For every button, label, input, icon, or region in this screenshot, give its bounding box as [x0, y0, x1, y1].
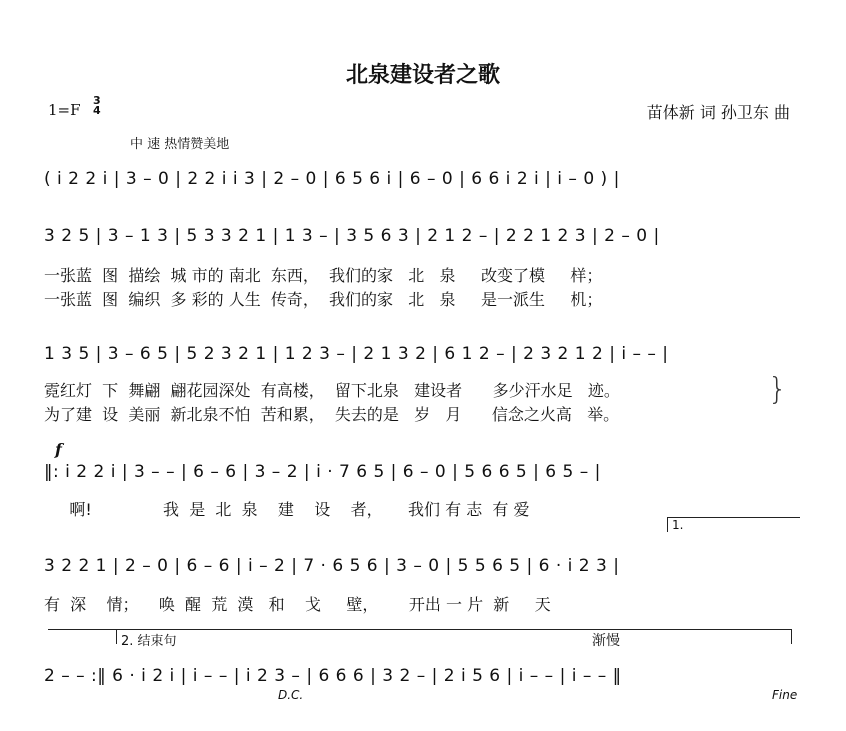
second-ending-bracket	[116, 629, 792, 649]
key-signature: 1=F	[48, 101, 81, 119]
ritardando-marking: 渐慢	[592, 633, 620, 649]
lyrics-row-4: 啊! 我 是 北 泉 建 设 者， 我们 有 志 有 爱	[44, 500, 530, 519]
notation-row-intro: ( i 2 2 i | 3 – 0 | 2 2 i i 3 | 2 – 0 | 6 5 6 i | 6 – 0 | 6 6 i 2 i | i – 0 ) |	[44, 169, 620, 189]
tempo-marking: 中 速 热情赞美地	[130, 137, 230, 152]
first-ending-continuation	[48, 629, 116, 630]
second-ending-label: 2. 结束句	[121, 634, 177, 649]
notation-row-5: 3 2 2 1 | 2 – 0 | 6 – 6 | i – 2 | 7 · 6 5 6 | 3 – 0 | 5 5 6 5 | 6 · i 2 3 |	[44, 556, 620, 576]
dc-marking: D.C.	[278, 688, 304, 702]
lyrics-row-3-verse-2: 为了建 设 美丽 新北泉不怕 苦和累， 失去的是 岁 月 信念之火高 举。	[44, 405, 620, 424]
song-title: 北泉建设者之歌	[345, 62, 500, 88]
dynamic-forte: f	[55, 440, 62, 459]
lyrics-row-3-verse-1: 霓红灯 下 舞翩 翩花园深处 有高楼， 留下北泉 建设者 多少汗水足 迹。	[44, 381, 620, 400]
meter-bottom: 4	[93, 104, 101, 117]
verse-brace: }	[768, 372, 788, 407]
notation-row-3: 1 3 5 | 3 – 6 5 | 5 2 3 2 1 | 1 2 3 – | 2 1 3 2 | 6 1 2 – | 2 3 2 1 2 | i – – |	[44, 344, 669, 364]
first-ending-bracket: 1.	[667, 517, 800, 532]
notation-row-2: 3 2 5 | 3 – 1 3 | 5 3 3 2 1 | 1 3 – | 3 5 6 3 | 2 1 2 – | 2 2 1 2 3 | 2 – 0 |	[44, 226, 660, 246]
notation-row-6: 2 – – :‖ 6 · i 2 i | i – – | i 2 3 – | 6 6 6 | 3 2 – | 2 i 5 6 | i – – | i – – ‖	[44, 666, 622, 686]
meter-top: 3	[93, 94, 101, 107]
time-signature	[93, 96, 101, 116]
notation-row-4: ‖: i 2 2 i | 3 – – | 6 – 6 | 3 – 2 | i · 7 6 5 | 6 – 0 | 5 6 6 5 | 6 5 – |	[44, 462, 601, 482]
lyrics-row-2-verse-1: 一张蓝 图 描绘 城 市的 南北 东西， 我们的家 北 泉 改变了模 样；	[44, 266, 603, 285]
credits: 苗体新 词 孙卫东 曲	[646, 103, 790, 122]
lyrics-row-5: 有 深 情； 唤 醒 荒 漠 和 戈 壁， 开出 一 片 新 天	[44, 595, 551, 614]
lyrics-row-2-verse-2: 一张蓝 图 编织 多 彩的 人生 传奇， 我们的家 北 泉 是一派生 机；	[44, 290, 603, 309]
fine-marking: Fine	[772, 688, 798, 702]
